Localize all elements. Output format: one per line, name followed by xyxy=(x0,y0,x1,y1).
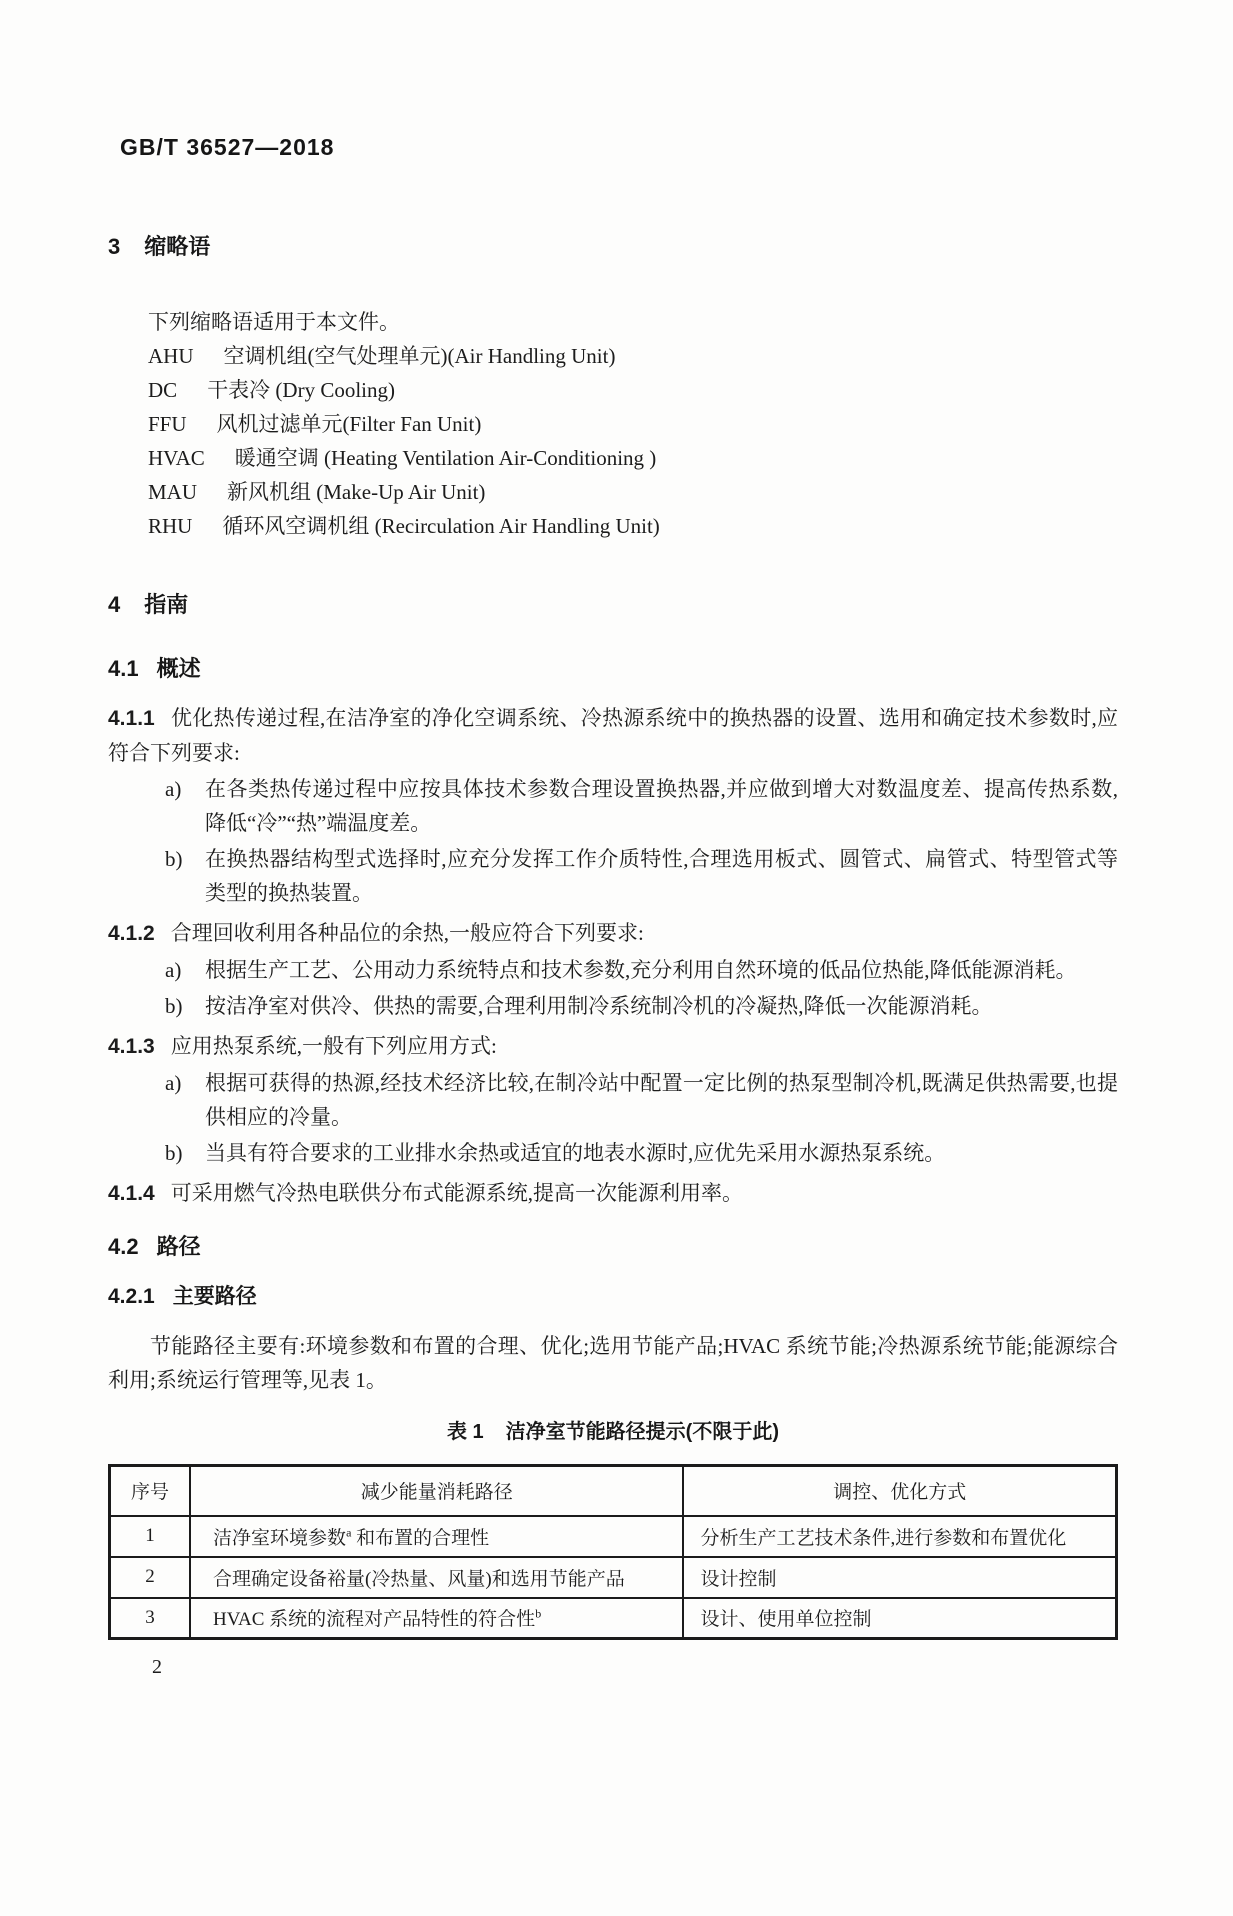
list-item-a xyxy=(108,953,1118,987)
abbreviation-row xyxy=(108,475,1118,509)
list-item-marker: b) xyxy=(165,994,183,1018)
list-item-marker: b) xyxy=(165,1141,183,1165)
list-item-text: 按洁净室对供冷、供热的需要,合理利用制冷系统制冷机的冷凝热,降低一次能源消耗。 xyxy=(205,994,993,1018)
section-title: 缩略语 xyxy=(144,234,211,259)
abbreviation-term: AHU xyxy=(148,344,194,368)
footnote-marker-a: a xyxy=(346,1525,352,1540)
table-row xyxy=(110,1516,1117,1557)
clause-text: 优化热传递过程,在洁净室的净化空调系统、冷热源系统中的换热器的设置、选用和确定技术参数时,应符合下列要求: xyxy=(108,706,1118,765)
table-row xyxy=(110,1598,1117,1639)
abbreviation-definition: 暖通空调 (Heating Ventilation Air-Conditioning ) xyxy=(234,446,657,470)
footnote-marker-b: b xyxy=(535,1606,542,1621)
abbreviation-row xyxy=(108,339,1118,373)
path-cell xyxy=(190,1598,683,1639)
abbreviations-intro: 下列缩略语适用于本文件。 xyxy=(148,310,400,334)
document-code: GB/T 36527—2018 xyxy=(120,134,335,160)
clause-number: 4.1.3 xyxy=(108,1035,155,1058)
list-item-a xyxy=(108,772,1118,840)
paragraph-4-2-1: 节能路径主要有:环境参数和布置的合理、优化;选用节能产品;HVAC 系统节能;冷热源系统节能;能源综合利用;系统运行管理等,见表 1。 xyxy=(108,1334,1118,1392)
table-caption-label: 表 1 xyxy=(446,1421,484,1443)
abbreviation-term: RHU xyxy=(148,514,193,538)
section-number: 4.1 xyxy=(108,656,139,681)
section-4-heading xyxy=(108,591,1118,619)
abbreviation-definition: 空调机组(空气处理单元)(Air Handling Unit) xyxy=(223,344,616,368)
path-text: 和布置的合理性 xyxy=(351,1527,490,1549)
abbreviation-row xyxy=(108,407,1118,441)
clause-number: 4.1.1 xyxy=(108,707,155,730)
section-4-1-heading xyxy=(108,655,1118,683)
abbreviation-definition: 干表冷 (Dry Cooling) xyxy=(207,378,396,402)
path-text: 合理确定设备裕量(冷热量、风量)和选用节能产品 xyxy=(213,1568,625,1590)
row-number-cell: 1 xyxy=(110,1516,191,1557)
clause-text: 可采用燃气冷热电联供分布式能源系统,提高一次能源利用率。 xyxy=(170,1181,743,1205)
document-page xyxy=(0,134,1233,1916)
section-4-2-heading xyxy=(108,1233,1118,1261)
list-item-a xyxy=(108,1066,1118,1134)
column-header-index: 序号 xyxy=(110,1466,191,1516)
list-item-marker: a) xyxy=(165,777,182,801)
list-item-marker: a) xyxy=(165,958,182,982)
table-caption-title: 洁净室节能路径提示(不限于此) xyxy=(505,1421,779,1443)
clause-4-1-3 xyxy=(108,1029,1118,1064)
path-cell xyxy=(190,1557,683,1598)
clause-number: 4.1.2 xyxy=(108,922,155,945)
row-number-cell: 2 xyxy=(110,1557,191,1598)
list-item-text: 在各类热传递过程中应按具体技术参数合理设置换热器,并应做到增大对数温度差、提高传热系数,降低“冷”“热”端温度差。 xyxy=(205,777,1118,835)
clause-text: 合理回收利用各种品位的余热,一般应符合下列要求: xyxy=(170,921,644,945)
list-item-text: 根据生产工艺、公用动力系统特点和技术参数,充分利用自然环境的低品位热能,降低能源消耗。 xyxy=(205,958,1077,982)
section-3-heading xyxy=(108,233,1118,261)
clause-number: 4.1.4 xyxy=(108,1182,155,1205)
method-cell: 设计控制 xyxy=(683,1557,1116,1598)
abbreviation-term: FFU xyxy=(148,412,187,436)
path-text: HVAC 系统的流程对产品特性的符合性 xyxy=(213,1609,536,1631)
abbreviation-row xyxy=(108,373,1118,407)
abbreviation-term: DC xyxy=(148,378,178,402)
table-1 xyxy=(108,1464,1118,1640)
table-caption xyxy=(108,1415,1118,1444)
path-cell xyxy=(190,1516,683,1557)
table-header-row xyxy=(110,1466,1117,1516)
abbreviation-definition: 循环风空调机组 (Recirculation Air Handling Unit) xyxy=(222,514,660,538)
page-number: 2 xyxy=(152,1656,162,1678)
list-item-text: 根据可获得的热源,经技术经济比较,在制冷站中配置一定比例的热泵型制冷机,既满足供热需要,也提供相应的冷量。 xyxy=(205,1071,1118,1129)
column-header-method: 调控、优化方式 xyxy=(683,1466,1116,1516)
list-item-text: 在换热器结构型式选择时,应充分发挥工作介质特性,合理选用板式、圆管式、扁管式、特型管式等类型的换热装置。 xyxy=(205,847,1118,905)
abbreviation-row xyxy=(108,509,1118,543)
row-number-cell: 3 xyxy=(110,1598,191,1639)
section-number: 4 xyxy=(108,592,121,617)
clause-4-1-2 xyxy=(108,916,1118,951)
path-text: 洁净室环境参数 xyxy=(213,1527,347,1549)
clause-4-1-4 xyxy=(108,1176,1118,1211)
column-header-path: 减少能量消耗路径 xyxy=(190,1466,683,1516)
abbreviation-term: MAU xyxy=(148,480,198,504)
section-number: 3 xyxy=(108,234,121,259)
abbreviation-definition: 新风机组 (Make-Up Air Unit) xyxy=(227,480,486,504)
section-title: 主要路径 xyxy=(172,1285,257,1308)
section-title: 指南 xyxy=(144,592,189,617)
clause-text: 应用热泵系统,一般有下列应用方式: xyxy=(170,1034,497,1058)
method-cell: 分析生产工艺技术条件,进行参数和布置优化 xyxy=(683,1516,1116,1557)
list-item-b xyxy=(108,989,1118,1023)
section-number: 4.2.1 xyxy=(108,1285,155,1308)
list-item-b xyxy=(108,1136,1118,1170)
abbreviation-term: HVAC xyxy=(148,446,205,470)
section-title: 路径 xyxy=(156,1234,201,1259)
section-number: 4.2 xyxy=(108,1234,139,1259)
list-item-marker: b) xyxy=(165,847,183,871)
abbreviation-definition: 风机过滤单元(Filter Fan Unit) xyxy=(216,412,482,436)
method-cell: 设计、使用单位控制 xyxy=(683,1598,1116,1639)
list-item-b xyxy=(108,842,1118,910)
clause-4-1-1 xyxy=(108,701,1118,770)
section-title: 概述 xyxy=(156,656,201,681)
list-item-marker: a) xyxy=(165,1071,182,1095)
section-4-2-1-heading xyxy=(108,1283,1118,1311)
list-item-text: 当具有符合要求的工业排水余热或适宜的地表水源时,应优先采用水源热泵系统。 xyxy=(205,1141,946,1165)
table-row xyxy=(110,1557,1117,1598)
abbreviation-row xyxy=(108,441,1118,475)
